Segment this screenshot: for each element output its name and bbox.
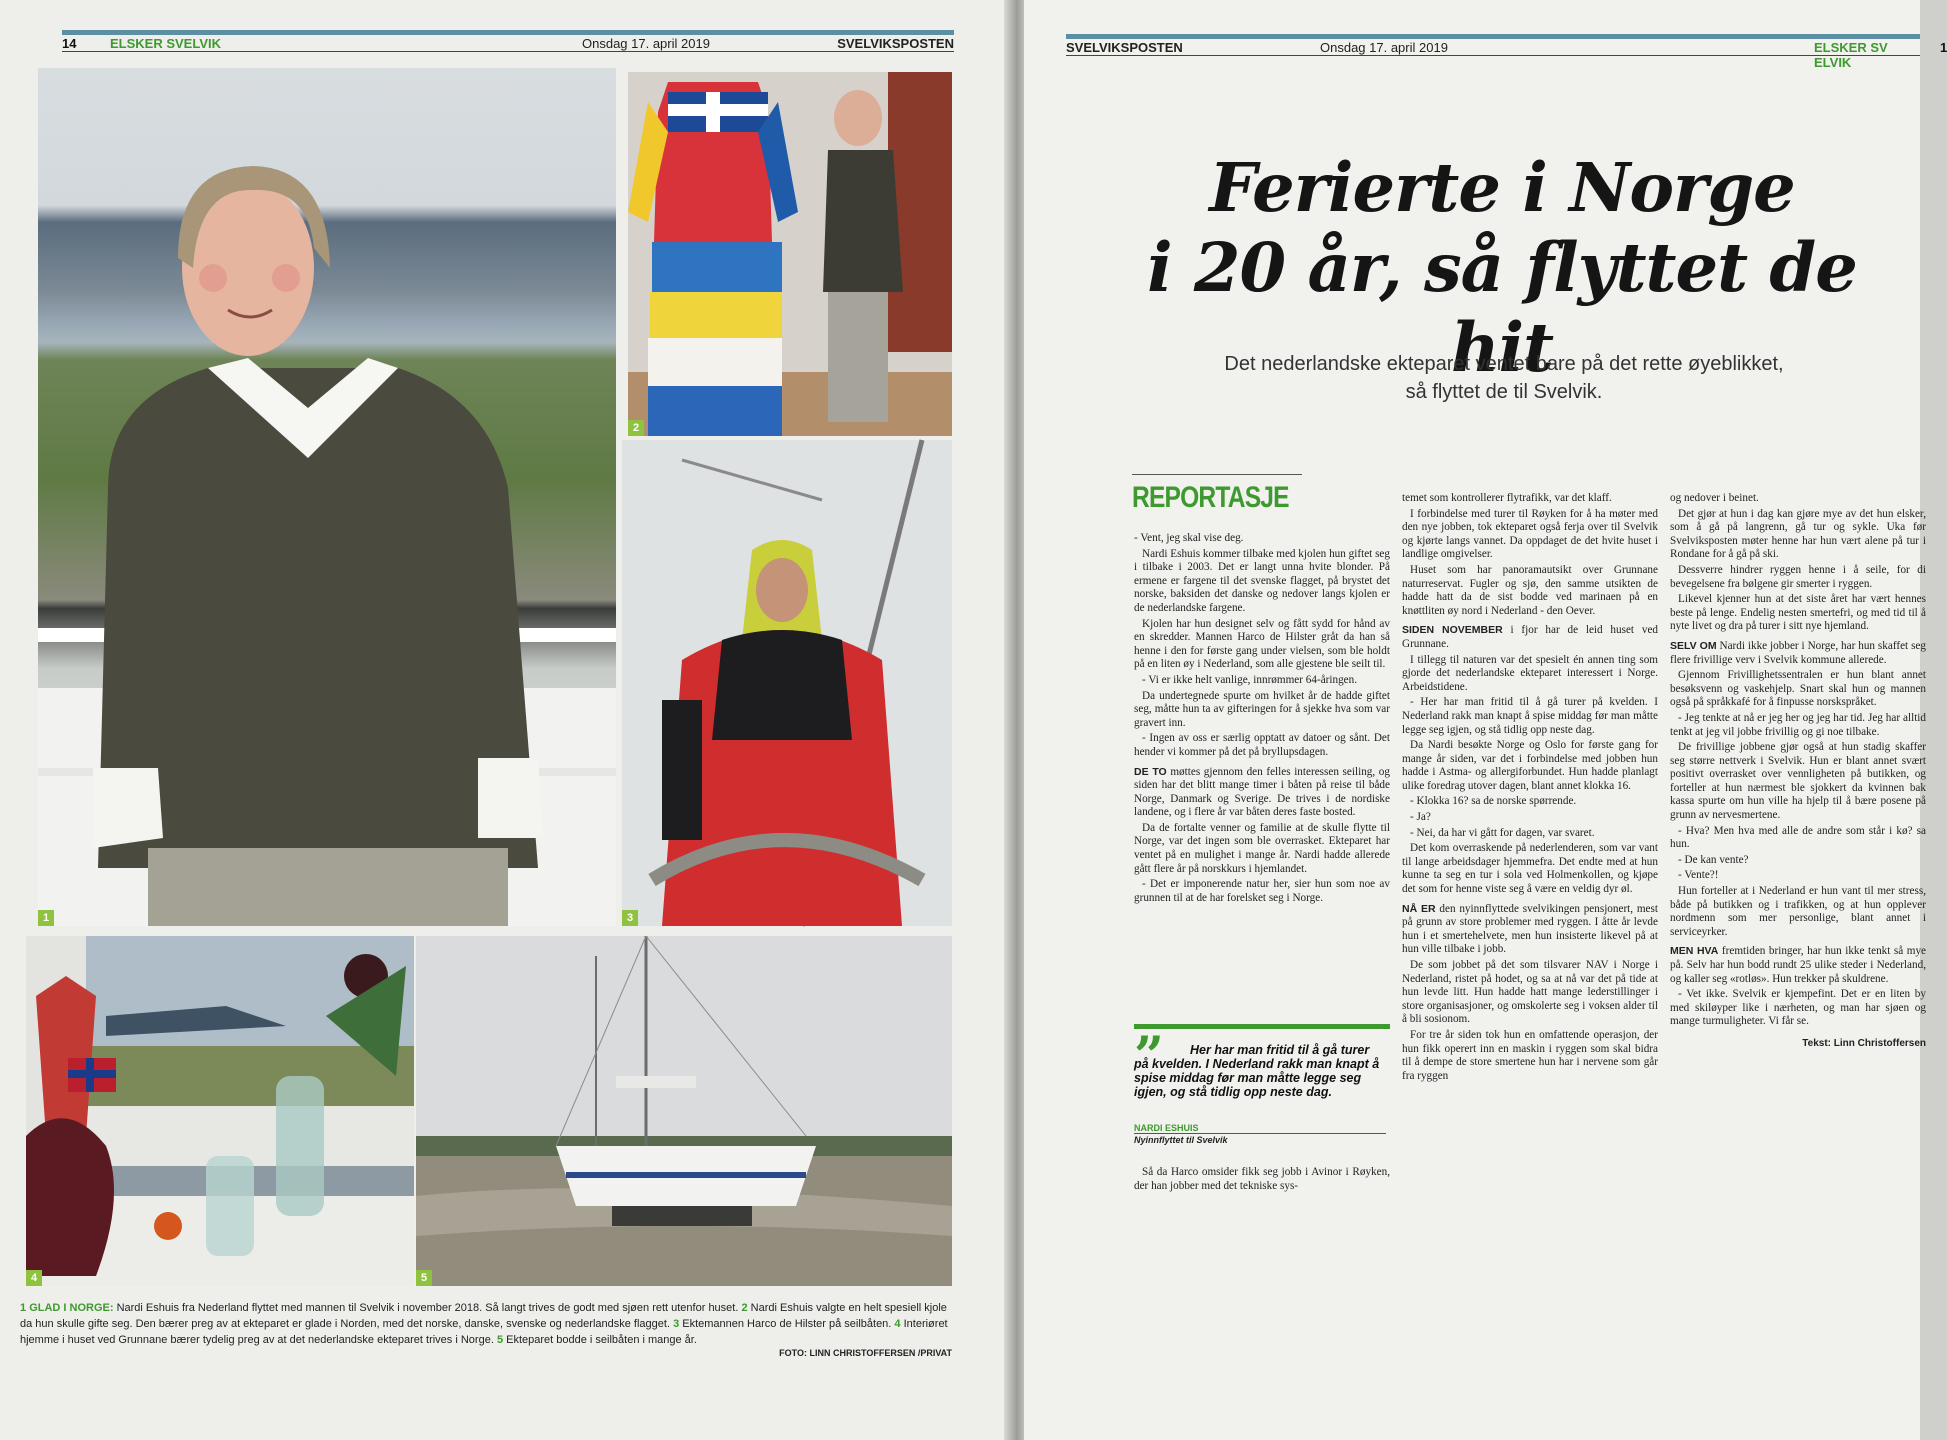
kicker-label: REPORTASJE bbox=[1132, 481, 1289, 514]
paragraph: - Ingen av oss er særlig opptatt av datoer og sånt. Det hender vi kommer på det på bryllupsdagen. bbox=[1134, 732, 1390, 758]
photo-4 bbox=[26, 936, 414, 1286]
photo-3 bbox=[622, 440, 952, 926]
paragraph bbox=[1134, 766, 1390, 820]
paragraph: - Ja? bbox=[1410, 811, 1431, 824]
headline-line-1: Ferierte i Norge bbox=[1209, 148, 1795, 227]
paragraph: Hun forteller at i Nederland er hun vant til mer stress, både på butikken og i trafikken, og at hun opplever nordmenn som mer personlige, blant annet i serviceyrker. bbox=[1670, 885, 1926, 938]
paragraph: temet som kontrollerer flytrafikk, var det klaff. bbox=[1402, 492, 1612, 504]
paragraph: Det gjør at hun i dag kan gjøre mye av det hun elsker, som å gå på langrenn, gå tur og sykle. Uka før Svelviksposten møter henne har hun vært alene på tur i Rondane for å gå på ski. bbox=[1670, 507, 1926, 561]
ingress-line-2: så flyttet de til Svelvik. bbox=[1405, 381, 1603, 403]
caption-text: Nardi Eshuis fra Nederland flyttet med mannen til Svelvik i november 2018. Så langt trives de godt med sjøen rett utenfor huset. bbox=[113, 1302, 742, 1314]
article-column-1 bbox=[1134, 532, 1390, 907]
paragraph: Da de fortalte venner og familie at de skulle flytte til Norge, var det ingen som ble overrasket. Ekteparet har ventet på en mulighet i mange år. Nardi hadde allerede gått flere år på norskkurs i hjemlandet. bbox=[1134, 821, 1390, 875]
paragraph: Da undertegnede spurte om hvilket år de hadde giftet seg, måtte hun ta av gifteringen for å sjekke hva som var gravert inn. bbox=[1134, 689, 1390, 729]
paragraph: Det kom overraskende på nederlenderen, som var vant til lange arbeidsdager hjemmefra. Det endte med at hun kunne ta seg en tur i sola ved Holmenkollen, og kjøpe det som for henne viste seg å være en veldig dyr øl. bbox=[1402, 842, 1658, 896]
quote-mark-icon: ” bbox=[1134, 1026, 1164, 1087]
paragraph: Likevel kjenner hun at det siste året har vært hennes beste på lenge. Endelig nesten smertefri, og med tid til å nyte livet og dra på turer i sitt nye hjemland. bbox=[1670, 593, 1926, 633]
paragraph bbox=[1670, 945, 1926, 986]
paragraph: - Jeg tenkte at nå er jeg her og jeg har tid. Jeg har alltid tenkt at jeg vil jobbe frivillig og gi noe tilbake. bbox=[1670, 711, 1926, 738]
paragraph bbox=[1402, 624, 1658, 651]
paragraph: Da Nardi besøkte Norge og Oslo for første gang for mange år siden, var det i forbindelse med jobben hun hadde i Astma- og allergiforbundet. Hun hadde planlagt ulike foredrag utover dagen, blant annet klokka 16. bbox=[1402, 739, 1658, 792]
photo-number-badge: 1 bbox=[38, 910, 54, 926]
paragraph: - Vi er ikke helt vanlige, innrømmer 64-åringen. bbox=[1142, 673, 1358, 686]
photo-5 bbox=[416, 936, 952, 1286]
photo-2 bbox=[628, 72, 952, 436]
byline: Tekst: Linn Christoffersen bbox=[1802, 1037, 1926, 1049]
left-page-header bbox=[62, 30, 954, 52]
paper-name: SVELVIKSPOSTEN bbox=[837, 36, 954, 51]
paragraph-text: den nyinnflyttede svelvikingen pensjonert, mest på grunn av store problemer med ryggen. I åtte år levde hun i et smertehelvete, men hun insisterte likevel på at hun ville tilbake i jobb. bbox=[1402, 902, 1658, 956]
paragraph: - Vet ikke. Svelvik er kjempefint. Det er en liten by med skiløyper like i nærheten, og man har sjøen og mange turmuligheter. Vi får se. bbox=[1670, 988, 1926, 1028]
paragraph bbox=[1670, 640, 1926, 667]
photo-number-badge: 2 bbox=[628, 420, 644, 436]
pull-quote bbox=[1134, 1024, 1390, 1149]
caption-lead: GLAD I NORGE: bbox=[29, 1302, 114, 1314]
paragraph bbox=[1402, 903, 1658, 957]
paragraph: De frivillige jobbene gjør også at hun stadig skaffer seg større nettverk i Svelvik. Hun er blant annet svært positivt overrasket over vennligheten på butikken, og forteller at hun nærmest ble sjokkert da kvinnen bak kassa spurte om hun ville ha hjelp til å bære posene på grunn av nervesmertene. bbox=[1670, 741, 1926, 822]
paragraph: Kjolen har hun designet selv og fått sydd for hånd av en skredder. Mannen Harco de Hilster gråt da han så henne i den for første gang under vielsen, som ble holdt på en liten øy i Nederland, som alle gjestene ble seilt til. bbox=[1134, 617, 1390, 671]
caption-text: Interiøret hjemme i huset ved Grunnane bærer tydelig preg av at det nederlandske ekteparet trives i Norge. bbox=[20, 1318, 948, 1346]
portrait-photo-icon bbox=[38, 68, 616, 926]
interior-photo-icon bbox=[26, 936, 414, 1286]
paragraph: De som jobbet på det som tilsvarer NAV i Norge i Nederland, ristet på hodet, og sa at nå var det på tide at hun levde litt. Hun hadde hatt mange lederstillinger i store organisasjoner, og omskolerte seg i voksen alder til å bli sosionom. bbox=[1402, 959, 1658, 1026]
paragraph: - Nei, da har vi gått for dagen, var svaret. bbox=[1410, 826, 1595, 839]
caption-number: 2 bbox=[741, 1302, 748, 1314]
page-number: 1 bbox=[1940, 40, 1947, 55]
paragraph: Dessverre hindrer ryggen henne i å seile, for di bevegelsene fra bølgene gir smerter i ryggen. bbox=[1670, 563, 1926, 590]
paper-name: SVELVIKSPOSTEN bbox=[1066, 40, 1183, 55]
sailor-photo-icon bbox=[622, 440, 952, 926]
paragraph: - Vente?! bbox=[1678, 869, 1719, 882]
paragraph: I forbindelse med turer til Røyken for å ha møter med den nye jobben, tok ekteparet også ferja over til Svelvik og kjørte langs vannet. Da oppdaget de det hvite huset i landlige omgivelser. bbox=[1402, 507, 1658, 561]
article-column-1-end bbox=[1134, 1166, 1390, 1195]
paragraph: Så da Harco omsider fikk seg jobb i Avinor i Røyken, der han jobber med det tekniske sys- bbox=[1134, 1166, 1390, 1192]
section-lead: SELV OM bbox=[1670, 639, 1717, 652]
photo-credit: FOTO: LINN CHRISTOFFERSEN /PRIVAT bbox=[779, 1348, 952, 1358]
section-lead: SIDEN NOVEMBER bbox=[1402, 624, 1503, 637]
photo-number-badge: 4 bbox=[26, 1270, 42, 1286]
paragraph: - Det er imponerende natur her, sier hun som noe av grunnen til at de har forelsket seg i Norge. bbox=[1134, 878, 1390, 904]
photo-caption bbox=[20, 1300, 960, 1348]
article-column-2 bbox=[1402, 492, 1658, 1085]
section-lead: MEN HVA bbox=[1670, 945, 1719, 958]
paragraph-text: møttes gjennom den felles interessen seiling, og siden har det blitt mange timer i båten på reise til både Norge, Danmark og Sverige. De trives i de nordiske landene, og i flere år var båten deres faste bosted. bbox=[1134, 765, 1390, 819]
sailboat-photo-icon bbox=[416, 936, 952, 1286]
paragraph: For tre år siden tok hun en omfattende operasjon, der hun fikk operert inn en maskin i ryggen som skal bidra til å dempe de store smertene hun har i nervene som går fra ryggen bbox=[1402, 1028, 1658, 1082]
paragraph: Nardi Eshuis kommer tilbake med kjolen hun giftet seg i tilbake i 2003. Det er langt unna hvite blonder. På ermene er fargene til det svenske flagget, på brystet det norske, baksiden det danske og nedover langs kjolen er de nederlandske fargene. bbox=[1134, 547, 1390, 614]
paragraph: og nedover i beinet. bbox=[1670, 492, 1759, 504]
headline-line-2: i 20 år, så flyttet de hit bbox=[1147, 228, 1857, 387]
paragraph-text: Nardi ikke jobber i Norge, har hun skaffet seg flere frivillige verv i Svelvik kommune allerede. bbox=[1670, 639, 1926, 666]
caption-number: 3 bbox=[673, 1318, 680, 1330]
section-lead: NÅ ER bbox=[1402, 902, 1436, 915]
caption-text: Ekteparet bodde i seilbåten i mange år. bbox=[503, 1334, 697, 1346]
photo-1 bbox=[38, 68, 616, 926]
caption-number: 4 bbox=[894, 1318, 901, 1330]
caption-number: 1 bbox=[20, 1302, 27, 1314]
paragraph-text: fremtiden bringer, har hun ikke tenkt så mye på. Selv har hun bodd rundt 25 ulike steder i Nederland, og kaller seg «rotløs». Hun trekker på skuldrene. bbox=[1670, 945, 1927, 985]
ingress-line-1: Det nederlandske ekteparet ventet bare på det rette øyeblikket, bbox=[1224, 353, 1784, 375]
paragraph: Gjennom Frivillighetssentralen er hun blant annet besøksvenn og vaskehjelp. Snart skal hun og mannen også på språkkafé for å finpusse norskspråket. bbox=[1670, 669, 1926, 709]
right-page bbox=[1024, 0, 1947, 1440]
section-lead: DE TO bbox=[1134, 765, 1167, 778]
caption-number: 5 bbox=[496, 1334, 504, 1346]
photo-number-badge: 3 bbox=[622, 910, 638, 926]
right-page-header bbox=[1066, 34, 1947, 70]
quote-text: Her har man fritid til å gå turer på kvelden. I Nederland rakk man knapt å spise middag før man måtte legge seg igjen, og stå tidlig opp neste dag. bbox=[1134, 1043, 1380, 1099]
paragraph: - De kan vente? bbox=[1678, 853, 1749, 866]
page-number: 14 bbox=[62, 36, 77, 51]
ingress bbox=[1144, 350, 1864, 406]
caption-text: Nardi Eshuis valgte en helt spesiell kjole da hun skulle gifte seg. Den bærer preg av at ekteparet er glade i Norden, med det norske, danske, svenske og nederlandske flagget. bbox=[20, 1302, 947, 1330]
kicker bbox=[1132, 474, 1302, 523]
quote-name: NARDI ESHUIS bbox=[1134, 1123, 1199, 1133]
dress-photo-icon bbox=[628, 72, 952, 436]
paragraph: - Klokka 16? sa de norske spørrende. bbox=[1410, 795, 1577, 808]
paragraph: I tillegg til naturen var det spesielt én annen ting som gjorde det nederlandske ekteparet interessert i Norge. Arbeidstidene. bbox=[1402, 653, 1658, 693]
section-name: ELSKER SV ELVIK bbox=[1814, 40, 1888, 70]
paragraph: - Her har man fritid til å gå turer på kvelden. I Nederland rakk man knapt å spise middag før man måtte legge seg igjen, og stå tidlig opp neste dag. bbox=[1402, 696, 1658, 736]
issue-date: Onsdag 17. april 2019 bbox=[582, 36, 710, 51]
article-column-3 bbox=[1670, 492, 1926, 1053]
quote-role: Nyinnflyttet til Svelvik bbox=[1134, 1133, 1386, 1145]
photo-number-badge: 5 bbox=[416, 1270, 432, 1286]
section-name: ELSKER SVELVIK bbox=[110, 36, 222, 51]
caption-text: Ektemannen Harco de Hilster på seilbåten. bbox=[679, 1318, 895, 1330]
issue-date: Onsdag 17. april 2019 bbox=[1320, 40, 1448, 55]
paragraph-text: i fjor har de leid huset ved Grunnane. bbox=[1402, 624, 1658, 650]
paragraph: - Hva? Men hva med alle de andre som står i kø? sa hun. bbox=[1670, 824, 1926, 851]
paragraph: Huset som har panoramautsikt over Grunnane naturreservat. Fugler og sjø, den samme utsikten de hadde hatt da de sist bodde ved marinaen på en knøttliten øy nord i Nederland - den Oever. bbox=[1402, 563, 1658, 617]
paragraph: - Vent, jeg skal vise deg. bbox=[1134, 532, 1244, 544]
